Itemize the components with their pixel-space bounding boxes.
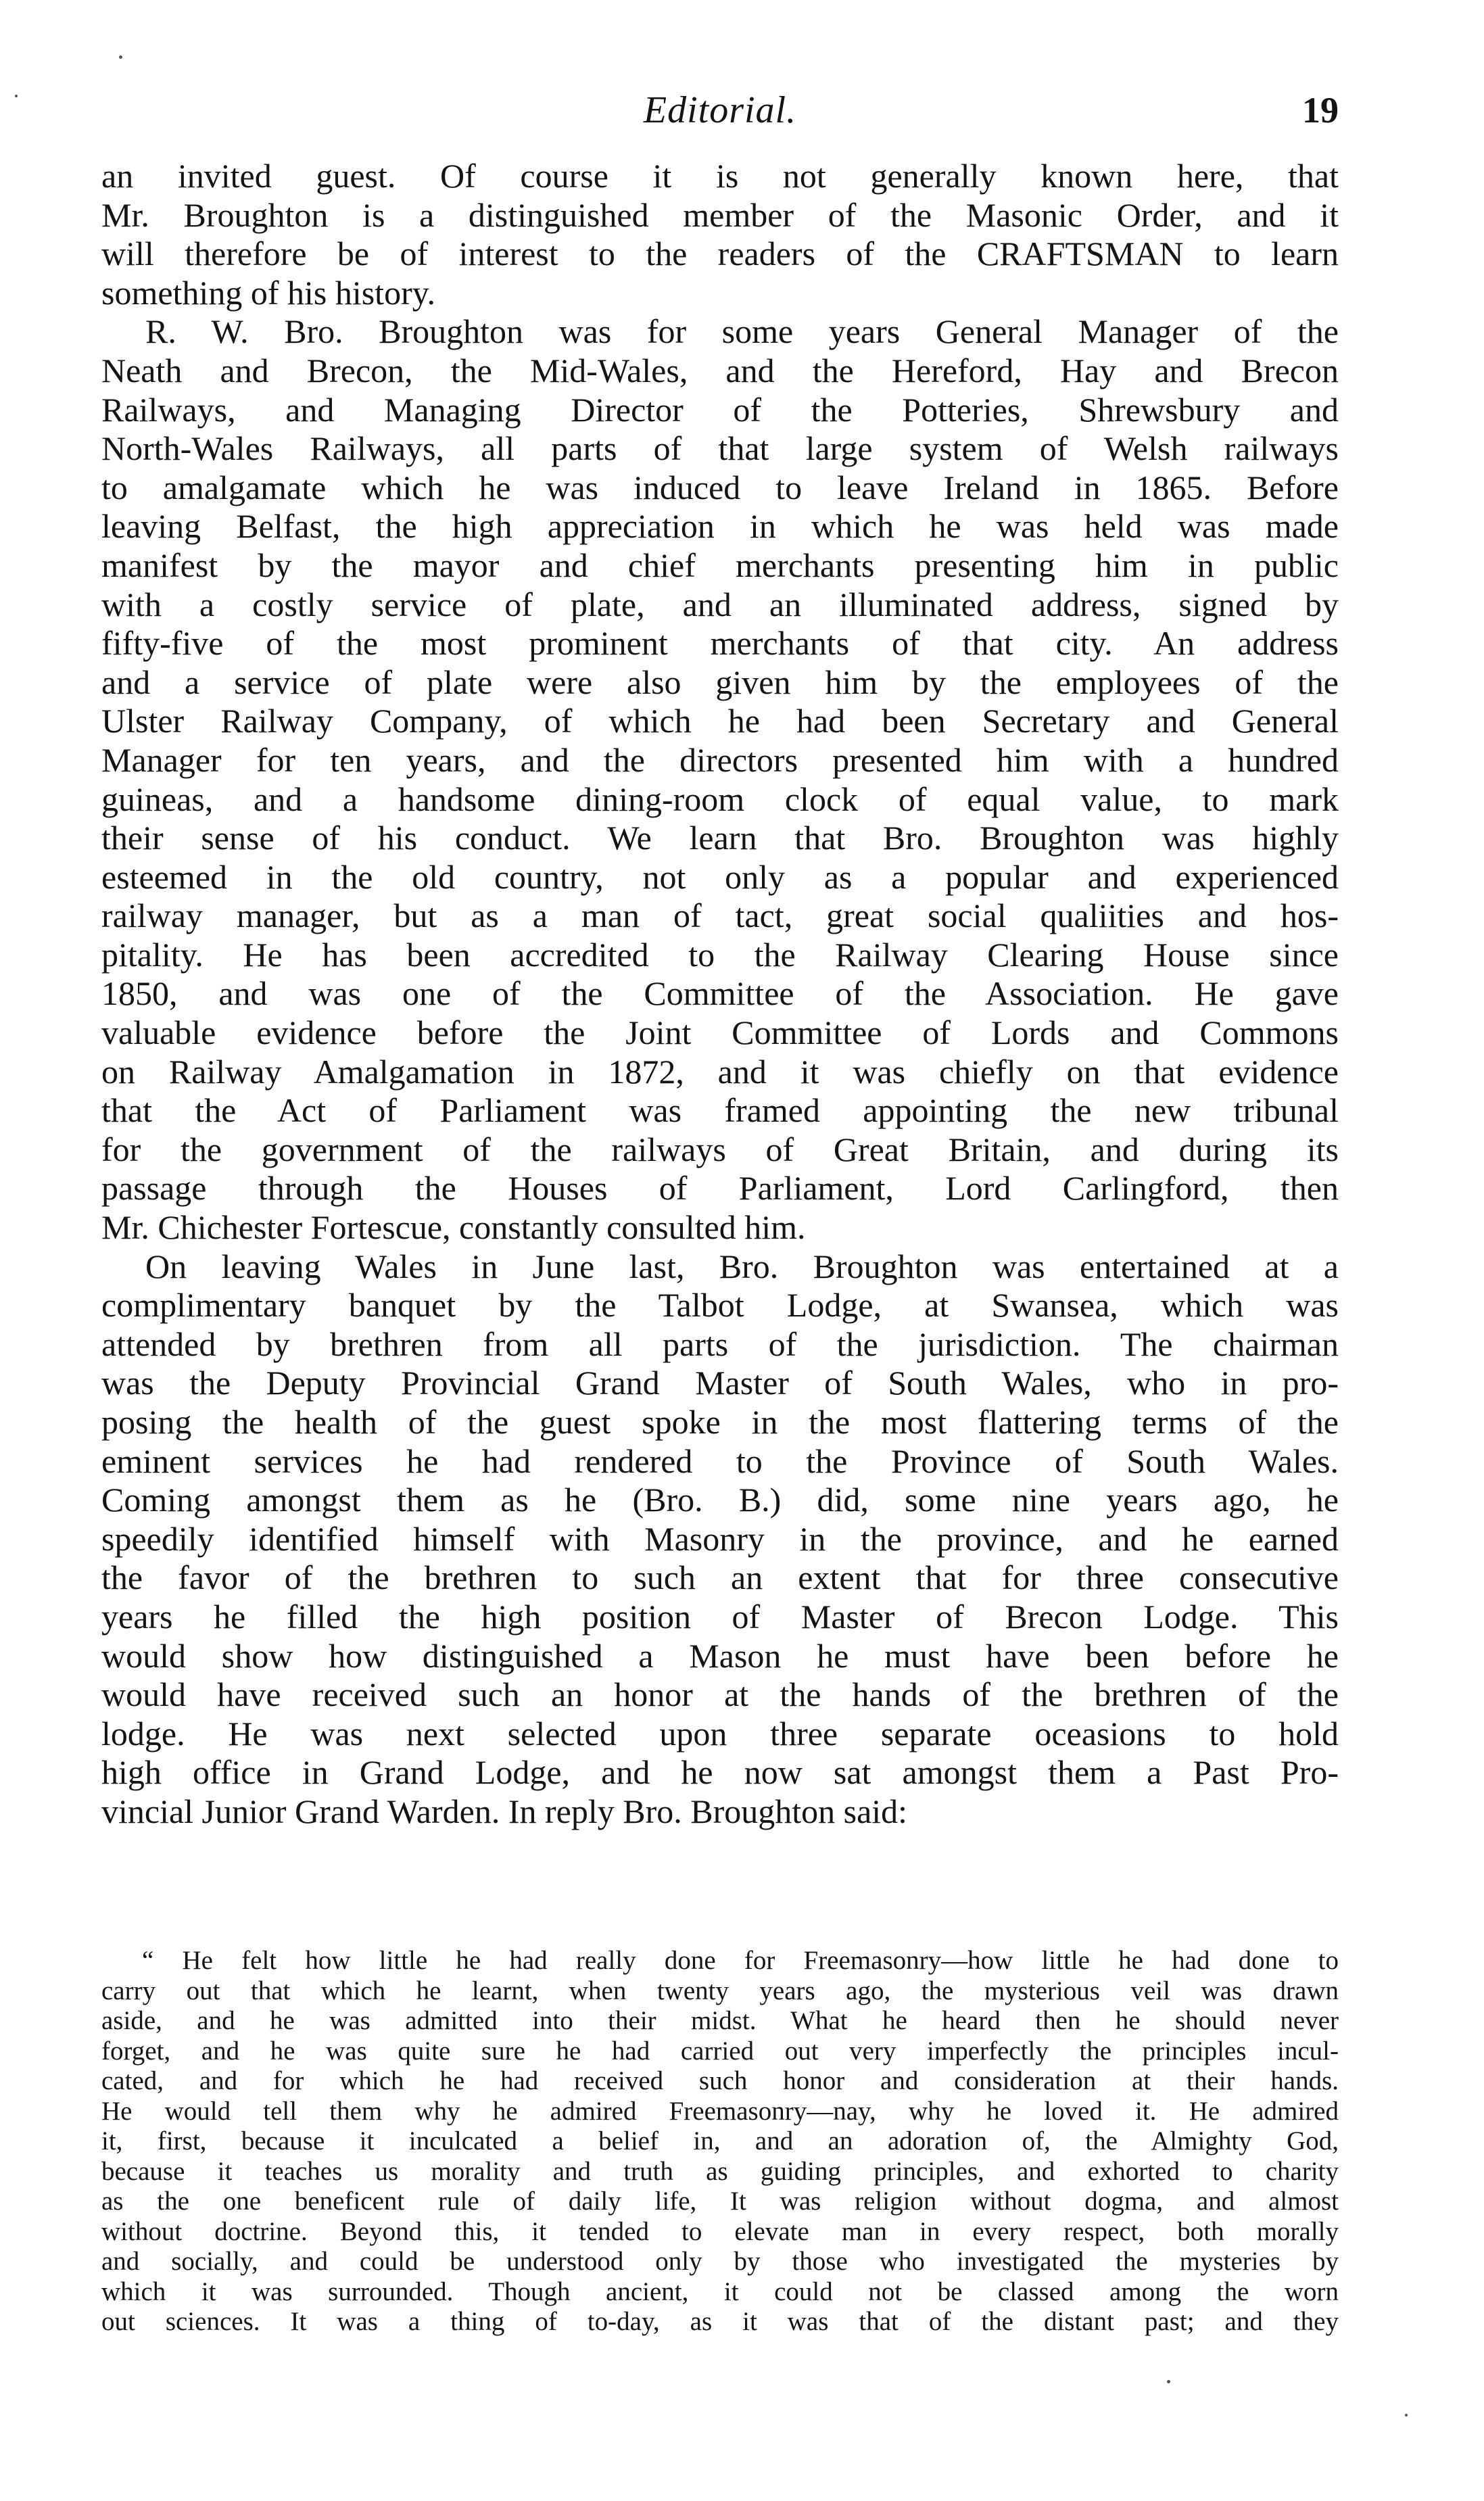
scan-speck xyxy=(1167,2380,1170,2383)
quote-line: without doctrine. Beyond this, it tended to elevate man in every respect, both morally xyxy=(101,2216,1339,2246)
text-line: vincial Junior Grand Warden. In reply Bro. Broughton said: xyxy=(101,1792,908,1830)
text-line: for the government of the railways of Great Britain, and during its xyxy=(101,1130,1339,1168)
text-line: railway manager, but as a man of tact, great social qualiities and hos- xyxy=(101,897,1339,935)
text-line: R. W. Bro. Broughton was for some years General Manager of the xyxy=(145,312,1339,351)
quote-line: forget, and he was quite sure he had carried out very imperfectly the principles incul- xyxy=(101,2036,1339,2066)
scan-speck xyxy=(119,55,122,59)
text-line: eminent services he had rendered to the Province of South Wales. xyxy=(101,1442,1339,1480)
quote-line: “ He felt how little he had really done for Freemasonry—how little he had done to xyxy=(142,1946,1339,1975)
text-line: high office in Grand Lodge, and he now sat amongst them a Past Pro- xyxy=(101,1753,1339,1792)
text-line: and a service of plate were also given him by the employees of the xyxy=(101,663,1339,701)
text-line: 1850, and was one of the Committee of the Association. He gave xyxy=(101,974,1339,1013)
text-line: speedily identified himself with Masonry in the province, and he earned xyxy=(101,1519,1339,1558)
text-line: Coming amongst them as he (Bro. B.) did, some nine years ago, he xyxy=(101,1481,1339,1519)
text-line: posing the health of the guest spoke in the most flattering terms of the xyxy=(101,1403,1339,1441)
text-line: Railways, and Managing Director of the Potteries, Shrewsbury and xyxy=(101,390,1339,429)
text-line: guineas, and a handsome dining-room clock of equal value, to mark xyxy=(101,780,1339,818)
text-line: fifty-five of the most prominent merchants of that city. An address xyxy=(101,624,1339,663)
text-line: something of his history. xyxy=(101,273,435,312)
text-line: to amalgamate which he was induced to leave Ireland in 1865. Before xyxy=(101,468,1339,506)
text-line: would have received such an honor at the hands of the brethren of the xyxy=(101,1675,1339,1714)
quote-line: and socially, and could be understood only by those who investigated the mysteries by xyxy=(101,2247,1339,2276)
text-line: pitality. He has been accredited to the Railway Clearing House since xyxy=(101,935,1339,974)
text-line: On leaving Wales in June last, Bro. Broughton was entertained at a xyxy=(145,1247,1339,1285)
quote-line: He would tell them why he admired Freemasonry—nay, why he loved it. He admired xyxy=(101,2096,1339,2126)
article-body xyxy=(101,157,1339,1832)
text-line: Neath and Brecon, the Mid-Wales, and the Hereford, Hay and Brecon xyxy=(101,351,1339,389)
text-line: with a costly service of plate, and an illuminated address, signed by xyxy=(101,585,1339,623)
text-line: passage through the Houses of Parliament, Lord Carlingford, then xyxy=(101,1169,1339,1208)
text-line: Manager for ten years, and the directors presented him with a hundred xyxy=(101,740,1339,779)
quote-line: carry out that which he learnt, when twenty years ago, the mysterious veil was drawn xyxy=(101,1976,1339,2005)
running-head: Editorial. xyxy=(643,89,797,131)
text-line: was the Deputy Provincial Grand Master of South Wales, who in pro- xyxy=(101,1364,1339,1402)
scan-speck xyxy=(1405,2414,1408,2416)
page-header xyxy=(101,87,1339,134)
text-line: on Railway Amalgamation in 1872, and it was chiefly on that evidence xyxy=(101,1052,1339,1091)
text-line: years he filled the high position of Master of Brecon Lodge. This xyxy=(101,1597,1339,1636)
quote-line: because it teaches us morality and truth as guiding principles, and exhorted to charity xyxy=(101,2156,1339,2186)
quote-line: it, first, because it inculcated a belief in, and an adoration of, the Almighty God, xyxy=(101,2126,1339,2155)
text-line: lodge. He was next selected upon three separate oceasions to hold xyxy=(101,1714,1339,1753)
text-line: North-Wales Railways, all parts of that large system of Welsh railways xyxy=(101,429,1339,468)
text-line: Ulster Railway Company, of which he had been Secretary and General xyxy=(101,702,1339,740)
text-line: complimentary banquet by the Talbot Lodge, at Swansea, which was xyxy=(101,1286,1339,1325)
text-line: would show how distinguished a Mason he must have been before he xyxy=(101,1636,1339,1675)
text-line: valuable evidence before the Joint Committee of Lords and Commons xyxy=(101,1014,1339,1052)
quote-line: which it was surrounded. Though ancient, it could not be classed among the worn xyxy=(101,2277,1339,2306)
quote-line: out sciences. It was a thing of to-day, as it was that of the distant past; and they xyxy=(101,2307,1339,2336)
text-line: will therefore be of interest to the readers of the CRAFTSMAN to learn xyxy=(101,235,1339,273)
quote-line: cated, and for which he had received such honor and consideration at their hands. xyxy=(101,2066,1339,2095)
page-number: 19 xyxy=(1302,90,1339,130)
text-line: esteemed in the old country, not only as a popular and experienced xyxy=(101,857,1339,896)
text-line: Mr. Chichester Fortescue, constantly consulted him. xyxy=(101,1208,806,1247)
scan-speck xyxy=(15,95,18,97)
text-line: an invited guest. Of course it is not generally known here, that xyxy=(101,157,1339,195)
quote-line: as the one beneficent rule of daily life, It was religion without dogma, and almost xyxy=(101,2187,1339,2216)
text-line: Mr. Broughton is a distinguished member of the Masonic Order, and it xyxy=(101,195,1339,234)
text-line: their sense of his conduct. We learn that Bro. Broughton was highly xyxy=(101,819,1339,857)
quote-line: aside, and he was admitted into their midst. What he heard then he should never xyxy=(101,2006,1339,2035)
block-quote xyxy=(101,1946,1339,2337)
text-line: that the Act of Parliament was framed appointing the new tribunal xyxy=(101,1091,1339,1130)
text-line: manifest by the mayor and chief merchants presenting him in public xyxy=(101,546,1339,584)
text-line: leaving Belfast, the high appreciation in which he was held was made xyxy=(101,507,1339,546)
text-line: the favor of the brethren to such an extent that for three consecutive xyxy=(101,1558,1339,1597)
text-line: attended by brethren from all parts of the jurisdiction. The chairman xyxy=(101,1325,1339,1363)
